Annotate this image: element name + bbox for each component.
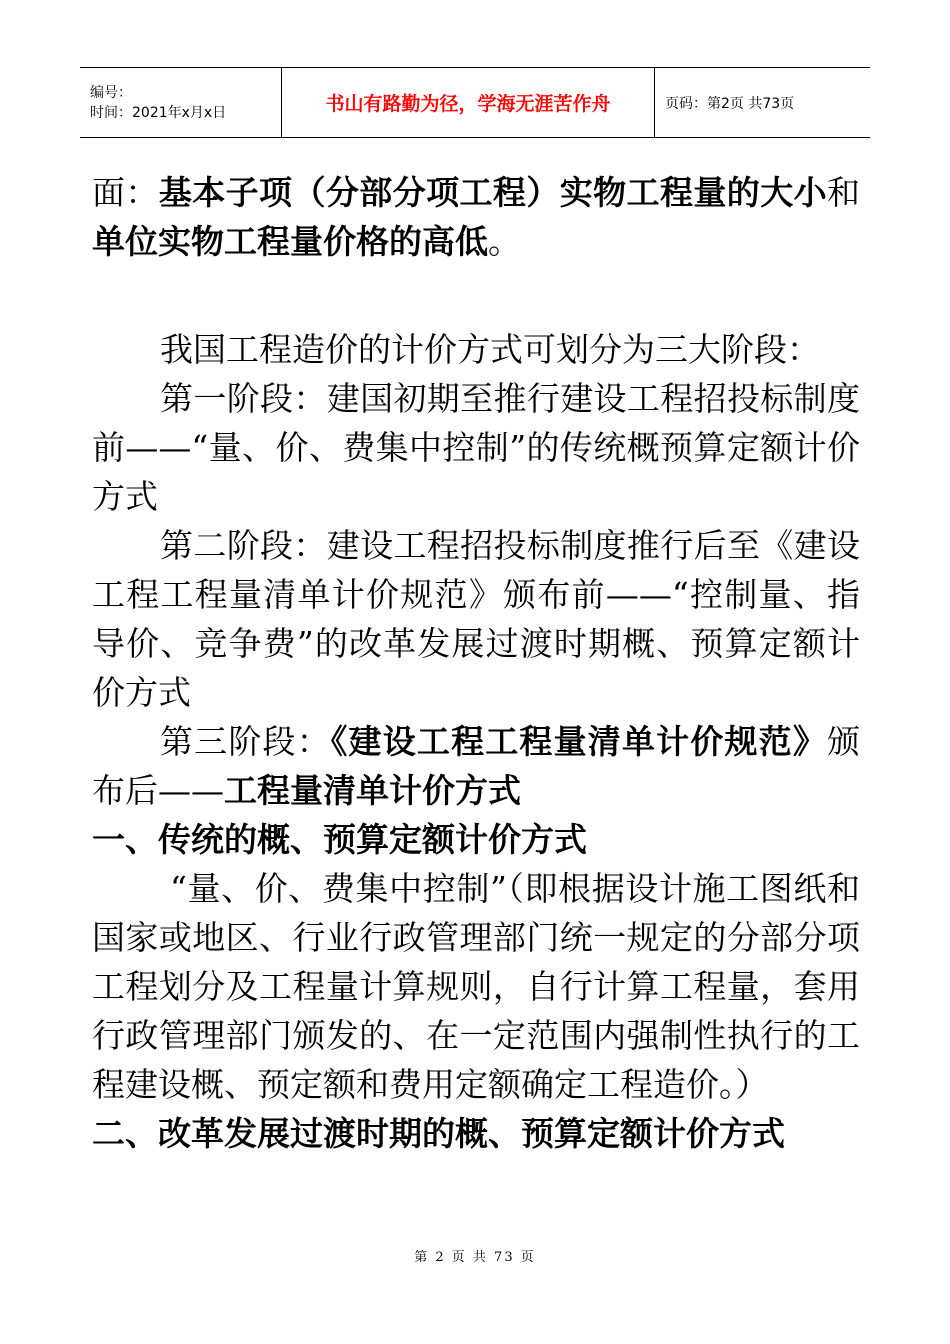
doc-number-label: 编号：: [90, 84, 132, 101]
doc-time-label: 时间：2021年x月x日: [90, 104, 227, 121]
section-heading-1: 一、传统的概、预算定额计价方式: [92, 820, 587, 859]
stage-three: [92, 717, 860, 815]
section-1-paragraph: “量、价、费集中控制”（即根据设计施工图纸和国家或地区、行业行政管理部门统一规定的分部分项工程划分及工程量计算规则，自行计算工程量，套用行政管理部门颁发的、在一定范围内强制性执行的工程建设概、预定额和费用定额确定工程造价。）: [92, 869, 860, 1104]
page-header: [80, 67, 870, 138]
stage-three-method: 工程量清单计价方式: [224, 771, 521, 810]
stage-one: 第一阶段：建国初期至推行建设工程招投标制度前——“量、价、费集中控制”的传统概预算定额计价方式: [92, 379, 860, 516]
p1-period: 。: [488, 222, 521, 261]
document-body: [92, 168, 860, 1158]
header-page-info: [655, 68, 870, 137]
section-heading-2: 二、改革发展过渡时期的概、预算定额计价方式: [92, 1114, 785, 1153]
stage-three-spec-title: 《建设工程工程量清单计价规范》: [330, 722, 828, 761]
stage-three-label: 第三阶段：: [160, 722, 331, 761]
header-motto: [282, 68, 655, 137]
paragraph-continuation: [92, 168, 860, 266]
p1-prefix: 面：: [92, 173, 159, 212]
paragraph-gap: [92, 266, 860, 325]
page-info-text: 页码：第2页 共73页: [665, 95, 795, 112]
motto-text: 书山有路勤为径，学海无涯苦作舟: [325, 93, 611, 115]
page-footer: 第 2 页 共 73 页: [414, 1250, 536, 1265]
p1-bold-part2: 单位实物工程量价格的高低: [92, 222, 488, 261]
stage-two: 第二阶段：建设工程招投标制度推行后至《建设工程工程量清单计价规范》颁布前——“控制量、指导价、竞争费”的改革发展过渡时期概、预算定额计价方式: [92, 526, 860, 712]
stage-three-middle: 颁布后——: [92, 722, 861, 810]
header-meta: [80, 68, 282, 137]
p1-connector: 和: [827, 173, 861, 212]
stages-intro: 我国工程造价的计价方式可划分为三大阶段：: [160, 330, 820, 369]
p1-bold-part1: 基本子项（分部分项工程）实物工程量的大小: [158, 173, 828, 212]
